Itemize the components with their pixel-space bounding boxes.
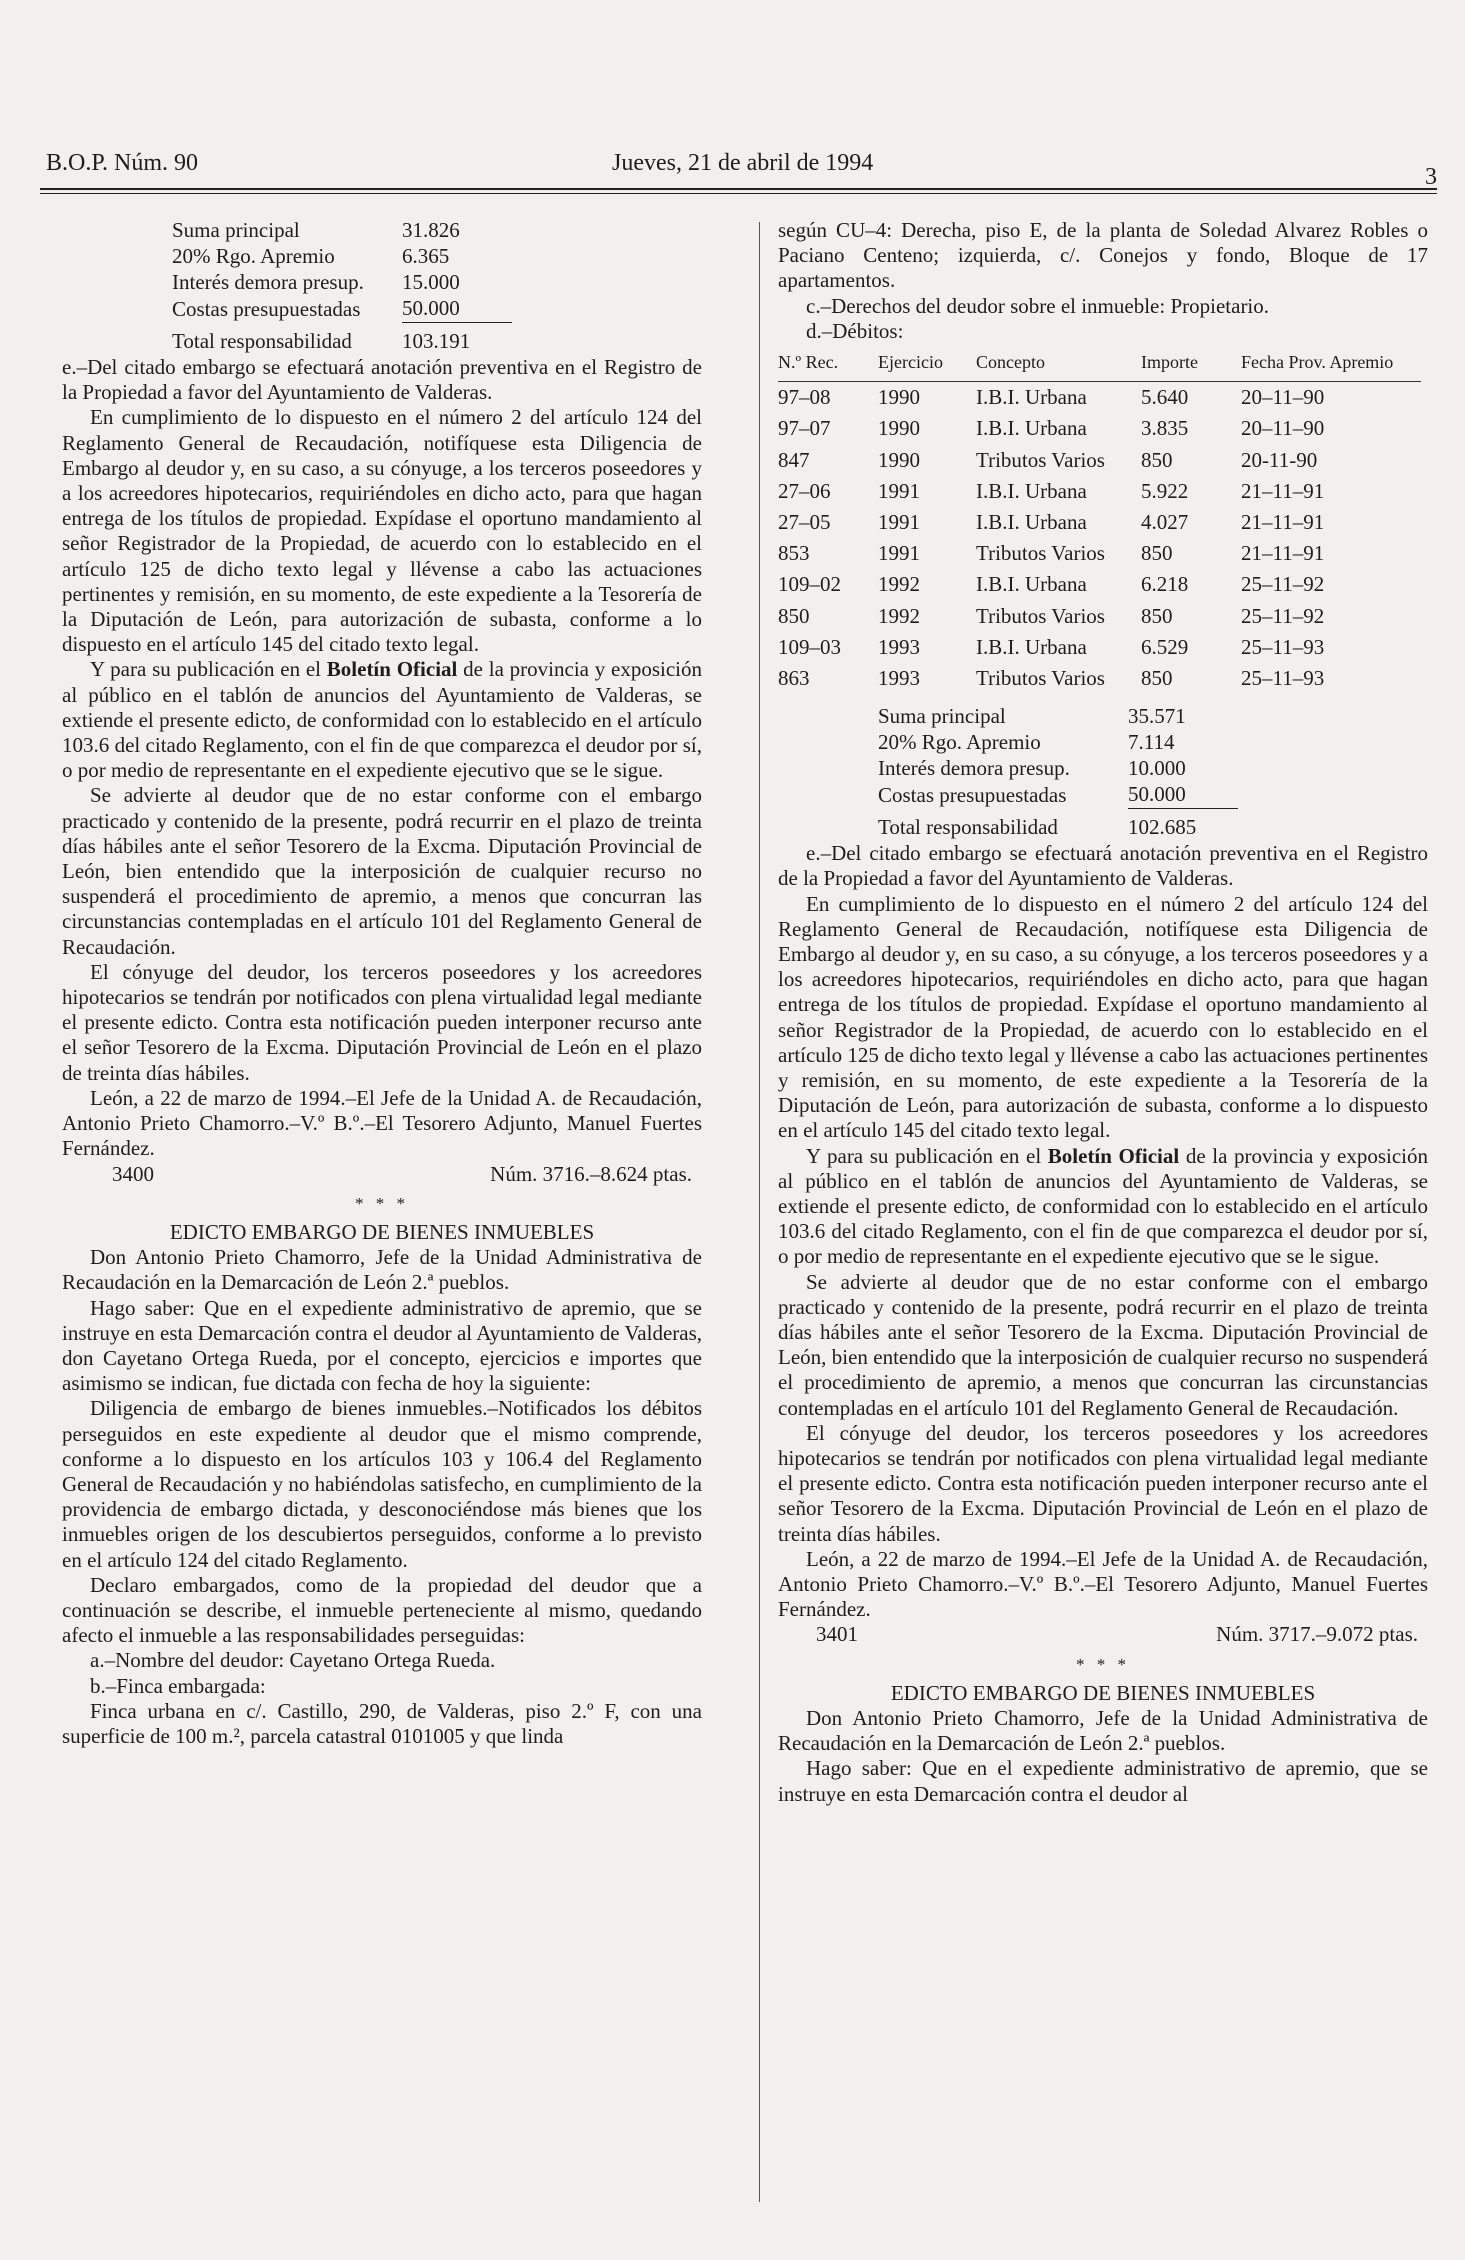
totals-table — [172, 218, 512, 355]
paragraph: Finca urbana en c/. Castillo, 290, de Valderas, piso 2.º F, con una superficie de 100 m.², parcela catastral 0101005 y que linda — [62, 1698, 702, 1748]
page-header — [40, 142, 1437, 190]
table-cell: 863 — [778, 665, 810, 690]
page-number: 3 — [1425, 164, 1437, 190]
table-cell: 20–11–90 — [1241, 416, 1325, 441]
table-cell: I.B.I. Urbana — [976, 634, 1087, 659]
reference-cost: Núm. 3717.–9.072 ptas. — [1216, 1622, 1418, 1647]
reference-number: 3400 — [112, 1161, 154, 1186]
text-run: Y para su publicación en el — [90, 657, 327, 682]
table-cell: 20–11–90 — [1241, 385, 1325, 410]
totals-label: Costas presupuestadas — [878, 782, 1067, 807]
paragraph: Don Antonio Prieto Chamorro, Jefe de la Unidad Administrativa de Recaudación en la Demarcación de León 2.ª pueblos. — [62, 1245, 702, 1295]
table-cell: I.B.I. Urbana — [976, 509, 1087, 534]
totals-label: 20% Rgo. Apremio — [878, 730, 1041, 755]
table-cell: 1992 — [878, 572, 920, 597]
totals-value: 15.000 — [402, 270, 460, 295]
column-header: Ejercicio — [878, 346, 976, 382]
table-cell: 109–02 — [778, 572, 841, 597]
paragraph — [778, 1144, 1428, 1270]
table-cell: 1990 — [878, 416, 920, 441]
table-cell: 850 — [778, 603, 810, 628]
table-row — [778, 382, 1421, 414]
table-cell: 850 — [1141, 541, 1173, 566]
totals-row — [878, 730, 1238, 756]
totals-row — [878, 782, 1238, 809]
paragraph: c.–Derechos del deudor sobre el inmueble: Propietario. — [806, 293, 1270, 318]
bulletin-number: B.O.P. Núm. 90 — [46, 150, 199, 176]
table-row — [778, 476, 1421, 507]
text-run: de la provincia y exposición al público en el tablón de anuncios del Ayuntamiento de Valderas, se extiende el presente edicto, de conformidad con lo establecido en el artículo 103.6 del citado Reglamento, con el fin de que comparezca el deudor por sí, o por medio de representante en el expediente ejecutivo que se le sigue. — [778, 1143, 1429, 1269]
reference-cost: Núm. 3716.–8.624 ptas. — [490, 1161, 692, 1186]
table-cell: 25–11–93 — [1241, 634, 1325, 659]
table-cell: Tributos Varios — [976, 541, 1105, 566]
totals-row — [172, 244, 512, 270]
totals-value: 35.571 — [1128, 704, 1186, 729]
header-rule-thin — [40, 193, 1437, 194]
table-cell: 853 — [778, 541, 810, 566]
table-row — [778, 632, 1421, 663]
paragraph: Don Antonio Prieto Chamorro, Jefe de la Unidad Administrativa de Recaudación en la Demarcación de León 2.ª pueblos. — [778, 1706, 1428, 1756]
table-cell: 4.027 — [1141, 509, 1189, 534]
paragraph: Se advierte al deudor que de no estar conforme con el embargo practicado y contenido de la presente, podrá recurrir en el plazo de treinta días hábiles ante el señor Tesorero de la Excma. Diputación Provincial de León, bien entendido que la interposición de cualquier recurso no suspenderá el procedimiento de apremio, a menos que concurran las circunstancias contempladas en el artículo 101 del Reglamento General de Recaudación. — [778, 1269, 1428, 1420]
paragraph: Diligencia de embargo de bienes inmuebles.–Notificados los débitos perseguidos en este expediente al deudor que el mismo comprende, conforme a lo dispuesto en los artículos 103 y 106.4 del Reglamento General de Recaudación y no habiéndolas satisfecho, en cumplimiento de la providencia de embargo dictada, y desconociéndose más bienes que los inmuebles origen de los descubiertos perseguidos, conforme a lo previsto en el artículo 124 del citado Reglamento. — [62, 1396, 702, 1572]
table-row — [778, 538, 1421, 569]
table-cell: 27–06 — [778, 478, 831, 503]
totals-label: Suma principal — [172, 218, 300, 243]
table-row — [778, 569, 1421, 600]
table-cell: I.B.I. Urbana — [976, 572, 1087, 597]
totals-value: 31.826 — [402, 218, 460, 243]
paragraph — [62, 657, 702, 783]
totals-label: Interés demora presup. — [878, 756, 1070, 781]
totals-table — [878, 704, 1238, 841]
paragraph: El cónyuge del deudor, los terceros poseedores y los acreedores hipotecarios se tendrán por notificados con plena virtualidad legal mediante el presente edicto. Contra esta notificación pueden interponer recurso ante el señor Tesorero de la Excma. Diputación Provincial de León en el plazo de treinta días hábiles. — [778, 1420, 1428, 1546]
paragraph: según CU–4: Derecha, piso E, de la planta de Soledad Alvarez Robles o Paciano Centeno; izquierda, c/. Conejos y fondo, Bloque de 17 apartamentos. — [778, 218, 1428, 293]
table-cell: 1993 — [878, 665, 920, 690]
totals-value: 7.114 — [1128, 730, 1175, 755]
paragraph: El cónyuge del deudor, los terceros poseedores y los acreedores hipotecarios se tendrán por notificados con plena virtualidad legal mediante el presente edicto. Contra esta notificación pueden interponer recurso ante el señor Tesorero de la Excma. Diputación Provincial de León en el plazo de treinta días hábiles. — [62, 959, 702, 1085]
bold-text: Boletín Oficial — [1047, 1143, 1180, 1168]
table-cell: 25–11–92 — [1241, 572, 1325, 597]
table-cell: 27–05 — [778, 509, 831, 534]
table-cell: 1992 — [878, 603, 920, 628]
edict-reference — [778, 1622, 1428, 1647]
paragraph: a.–Nombre del deudor: Cayetano Ortega Rueda. — [90, 1648, 496, 1673]
left-column — [62, 218, 702, 1749]
totals-label: Interés demora presup. — [172, 270, 364, 295]
bold-text: Boletín Oficial — [326, 657, 458, 682]
table-cell: 97–08 — [778, 385, 831, 410]
table-row — [778, 663, 1421, 694]
totals-label: Total responsabilidad — [172, 329, 352, 354]
totals-label: Total responsabilidad — [878, 815, 1058, 840]
table-cell: 5.640 — [1141, 385, 1189, 410]
table-cell: 1991 — [878, 541, 920, 566]
table-row — [778, 413, 1421, 444]
header-rule — [40, 188, 1437, 190]
table-cell: 109–03 — [778, 634, 841, 659]
totals-row-total — [172, 323, 512, 356]
separator-stars: * * * — [355, 1193, 409, 1213]
section-title: EDICTO EMBARGO DE BIENES INMUEBLES — [890, 1680, 1316, 1705]
paragraph: d.–Débitos: — [806, 318, 904, 343]
table-cell: 850 — [1141, 603, 1173, 628]
totals-value: 10.000 — [1128, 756, 1186, 781]
paragraph: Hago saber: Que en el expediente administrativo de apremio, que se instruye en esta Demarcación contra el deudor al — [778, 1756, 1428, 1806]
totals-row — [172, 270, 512, 296]
table-cell: 6.218 — [1141, 572, 1189, 597]
table-cell: I.B.I. Urbana — [976, 416, 1087, 441]
column-header: Importe — [1141, 346, 1241, 382]
totals-row — [172, 296, 512, 323]
paragraph: Se advierte al deudor que de no estar conforme con el embargo practicado y contenido de la presente, podrá recurrir en el plazo de treinta días hábiles ante el señor Tesorero de la Excma. Diputación Provincial de León, bien entendido que la interposición de cualquier recurso no suspenderá el procedimiento de apremio, a menos que concurran las circunstancias contempladas en el artículo 101 del Reglamento General de Recaudación. — [62, 783, 702, 959]
paragraph: Declaro embargados, como de la propiedad del deudor que a continuación se describe, el inmueble perteneciente al mismo, quedando afecto el inmueble a las responsabilidades perseguidas: — [62, 1572, 702, 1648]
section-title: EDICTO EMBARGO DE BIENES INMUEBLES — [169, 1219, 595, 1244]
table-cell: 21–11–91 — [1241, 478, 1325, 503]
table-row — [778, 507, 1421, 538]
separator-stars: * * * — [1076, 1654, 1130, 1674]
text-run: de la provincia y exposición al público en el tablón de anuncios del Ayuntamiento de Valderas, se extiende el presente edicto, de conformidad con lo establecido en el artículo 103.6 del citado Reglamento, con el fin de que comparezca el deudor por sí, o por medio de representante en el expediente ejecutivo que se le sigue. — [62, 657, 702, 783]
issue-date: Jueves, 21 de abril de 1994 — [612, 150, 874, 176]
table-cell: 25–11–93 — [1241, 665, 1325, 690]
table-cell: 21–11–91 — [1241, 509, 1325, 534]
totals-label: 20% Rgo. Apremio — [172, 244, 335, 269]
table-cell: 21–11–91 — [1241, 541, 1325, 566]
debts-header-row — [778, 346, 1421, 382]
table-cell: 5.922 — [1141, 478, 1189, 503]
text-run: Y para su publicación en el — [806, 1143, 1048, 1168]
table-cell: 1990 — [878, 447, 920, 472]
table-cell: 1991 — [878, 478, 920, 503]
column-header: Concepto — [976, 346, 1141, 382]
table-cell: 6.529 — [1141, 634, 1189, 659]
totals-row — [878, 704, 1238, 730]
totals-value: 6.365 — [402, 244, 450, 269]
reference-number: 3401 — [816, 1622, 858, 1647]
totals-label: Suma principal — [878, 704, 1006, 729]
table-row — [778, 601, 1421, 632]
table-cell: 847 — [778, 447, 810, 472]
table-cell: 850 — [1141, 665, 1173, 690]
edict-reference — [62, 1162, 702, 1187]
column-header: Fecha Prov. Apremio — [1241, 346, 1421, 382]
totals-label: Costas presupuestadas — [172, 296, 361, 321]
table-cell: 1990 — [878, 385, 920, 410]
totals-value: 102.685 — [1128, 815, 1197, 840]
paragraph: b.–Finca embargada: — [90, 1673, 266, 1698]
table-cell: 1993 — [878, 634, 920, 659]
paragraph: En cumplimiento de lo dispuesto en el número 2 del artículo 124 del Reglamento General de Recaudación, notifíquese esta Diligencia de Embargo al deudor y, en su caso, a su cónyuge, a los terceros poseedores y a los acreedores hipotecarios, requiriéndoles en dicho acto, para que hagan entrega de los títulos de propiedad. Expídase el oportuno mandamiento al señor Registrador de la Propiedad, de acuerdo con lo establecido en el artículo 125 de dicho texto legal y llévense a cabo las actuaciones pertinentes y remisión, en su momento, de este expediente a la Tesorería de la Diputación de León, para autorización de subasta, conforme a lo dispuesto en el artículo 145 del citado texto legal. — [778, 891, 1428, 1143]
table-cell: I.B.I. Urbana — [976, 385, 1087, 410]
totals-value: 103.191 — [402, 329, 471, 354]
table-cell: 20-11-90 — [1241, 447, 1318, 472]
table-cell: 97–07 — [778, 416, 831, 441]
right-column — [778, 218, 1428, 1807]
column-header: N.º Rec. — [778, 346, 878, 382]
paragraph: e.–Del citado embargo se efectuará anotación preventiva en el Registro de la Propiedad a favor del Ayuntamiento de Valderas. — [62, 355, 702, 405]
totals-row-total — [878, 809, 1238, 842]
totals-row — [878, 756, 1238, 782]
paragraph: En cumplimiento de lo dispuesto en el número 2 del artículo 124 del Reglamento General de Recaudación, notifíquese esta Diligencia de Embargo al deudor y, en su caso, a su cónyuge, a los terceros poseedores y a los acreedores hipotecarios, requiriéndoles en dicho acto, para que hagan entrega de los títulos de propiedad. Expídase el oportuno mandamiento al señor Registrador de la Propiedad, de acuerdo con lo establecido en el artículo 125 de dicho texto legal y llévense a cabo las actuaciones pertinentes y remisión, en su momento, de este expediente a la Tesorería de la Diputación de León, para autorización de subasta, conforme a lo dispuesto en el artículo 145 del citado texto legal. — [62, 405, 702, 657]
table-cell: Tributos Varios — [976, 665, 1105, 690]
paragraph: León, a 22 de marzo de 1994.–El Jefe de la Unidad A. de Recaudación, Antonio Prieto Chamorro.–V.º B.º.–El Tesorero Adjunto, Manuel Fuertes Fernández. — [62, 1085, 702, 1161]
totals-row — [172, 218, 512, 244]
table-cell: 25–11–92 — [1241, 603, 1325, 628]
totals-value: 50.000 — [1128, 782, 1238, 809]
table-cell: 1991 — [878, 509, 920, 534]
table-row — [778, 445, 1421, 476]
column-divider — [759, 222, 760, 2202]
table-cell: Tributos Varios — [976, 447, 1105, 472]
table-cell: Tributos Varios — [976, 603, 1105, 628]
table-cell: 3.835 — [1141, 416, 1189, 441]
paragraph: Hago saber: Que en el expediente administrativo de apremio, que se instruye en esta Demarcación contra el deudor al Ayuntamiento de Valderas, don Cayetano Ortega Rueda, por el concepto, ejercicios e importes que asimismo se indican, fue dictada con fecha de hoy la siguiente: — [62, 1295, 702, 1396]
paragraph: e.–Del citado embargo se efectuará anotación preventiva en el Registro de la Propiedad a favor del Ayuntamiento de Valderas. — [778, 841, 1428, 891]
paragraph: León, a 22 de marzo de 1994.–El Jefe de la Unidad A. de Recaudación, Antonio Prieto Chamorro.–V.º B.º.–El Tesorero Adjunto, Manuel Fuertes Fernández. — [778, 1546, 1428, 1622]
totals-value: 50.000 — [402, 296, 512, 323]
debts-table — [778, 346, 1421, 694]
table-cell: I.B.I. Urbana — [976, 478, 1087, 503]
table-cell: 850 — [1141, 447, 1173, 472]
